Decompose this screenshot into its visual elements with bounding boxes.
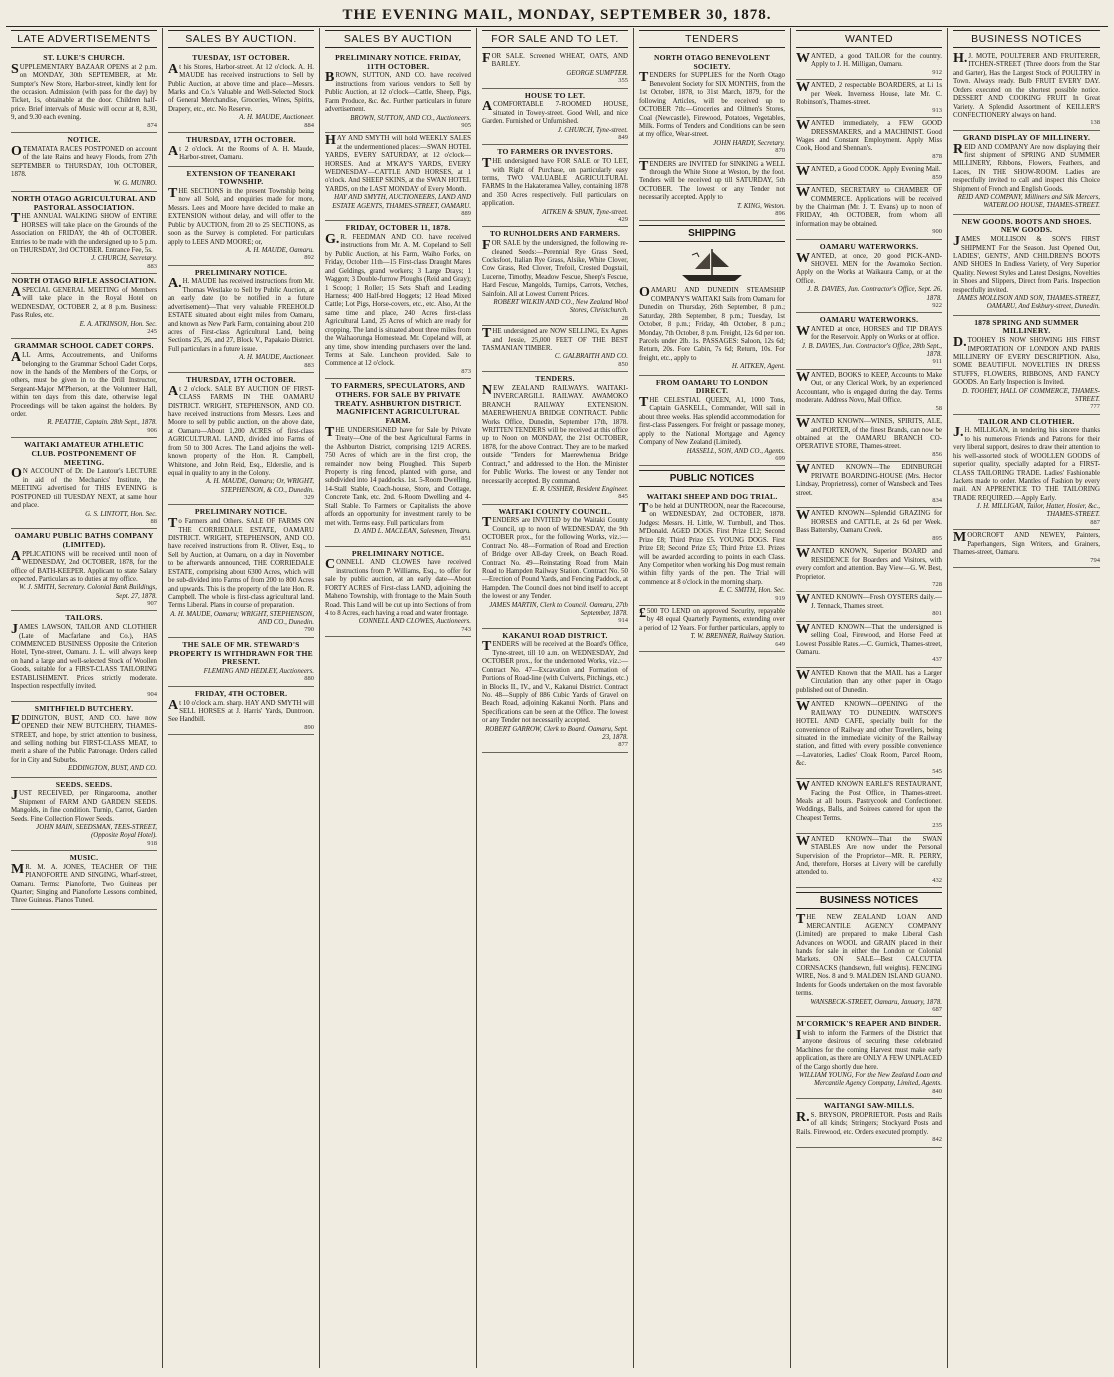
ad-body: To be held at DUNTROON, near the Racecourse, on WEDNESDAY, 2nd OCTOBER, 1878. Judges: Messrs. H. Little, W. Turnbull, and Thos. M'Donald. AGED DOGS. First Prize £12; Second Prize £8; Third Prize £5. YOUNG DOGS. First Prize £8; Second Prize £5; Third Prize £3. Prizes will be awarded according to points in each Class. Any Competitor when working his Dog must remain within fifty yards of the pen. The Trial will commence at 8 o'clock in the morning sharp. — [639, 501, 785, 586]
ad-body: WANTED KNOWN—Splendid GRAZING for HORSES and CATTLE, at 2s 6d per Week. Bass Battersby, Oamaru Creek. — [796, 508, 942, 535]
ad-signature: J. H. MILLIGAN, Tailor, Hatter, Hosier, &c., THAMES-STREET. — [976, 503, 1100, 519]
ad-number: 437 — [932, 656, 942, 664]
advertisement — [11, 529, 157, 611]
column-heading: FOR SALE AND TO LET. — [482, 30, 628, 48]
advertisement — [796, 699, 942, 779]
ad-number: 856 — [932, 450, 942, 458]
ad-title: TENDERS. — [535, 374, 575, 384]
advertisement — [168, 638, 314, 687]
advertisement — [11, 778, 157, 851]
ad-title: WAITAKI SHEEP AND DOG TRIAL. — [646, 492, 778, 502]
ad-number: 432 — [932, 876, 942, 884]
ad-number: 911 — [932, 358, 942, 366]
ad-number: 877 — [618, 741, 628, 749]
ad-title: WAITAKI AMATEUR ATHLETIC CLUB. POSTPONEMENT OF MEETING. — [24, 440, 144, 467]
column-1 — [6, 28, 163, 1368]
ad-title: THURSDAY, 17TH OCTOBER. — [186, 135, 296, 145]
column-heading: LATE ADVERTISEMENTS — [11, 30, 157, 48]
ad-body: A.H. MAUDE has received instructions from Mr. Thomas Westlake to Sell by Public Auction, at an early date (to be notified in a future advertisement)—That very valuable FREEHOLD ESTATE situated about eight miles from Oamaru, and known as New Park Farm, containing about 210 acres of First-class Agricultural Land, being Sections 25, 26, and 27, Block V., Papakaio District. Full particulars in a future issue. — [168, 276, 314, 353]
ad-title: WAITAKI COUNTY COUNCIL. — [498, 506, 612, 516]
ad-signature: JOHN HARDY, Secretary. — [713, 139, 785, 147]
advertisement — [796, 313, 942, 370]
ad-title: 1878 SPRING AND SUMMER MILLINERY. — [974, 317, 1079, 336]
advertisement — [796, 164, 942, 185]
ad-body: OTEMATATA RACES POSTPONED on account of the late Rains and heavy Floods, from 27th SEPTEMBER to THURSDAY, 10th OCTOBER, 1878. — [11, 143, 157, 179]
ad-title: TAILOR AND CLOTHIER. — [978, 416, 1075, 426]
ad-signature: J. CHURCH, Secretary. — [91, 255, 157, 263]
ad-title: SMITHFIELD BUTCHERY. — [34, 704, 134, 714]
ad-body: CONNELL AND CLOWES have received instructions from P. Williams, Esq., to offer for sale by public auction, at an early date—About FORTY ACRES of First-class LAND, adjoining the Maheno Township, with frontage to the Main South Road. This Land will be cut up into Sections of from 4 to 8 Acres, each having a road and water frontage. — [325, 557, 471, 617]
ad-title: PRELIMINARY NOTICE. — [194, 507, 288, 517]
advertisement — [796, 1017, 942, 1099]
column-4 — [477, 28, 634, 1368]
ad-signature: D. AND L. MACLEAN, Salesmen, Timaru. — [353, 527, 471, 535]
ad-body: BROWN, SUTTON, AND CO. have received instructions from various vendors to Sell by Public Auction, at 12 o'clock—Cattle, Sheep, Pigs, Farm Produce, &c. &c. Further particulars in future advertisement. — [325, 70, 471, 114]
ad-number: 834 — [932, 496, 942, 504]
ad-number: 777 — [1090, 403, 1100, 411]
advertisement — [953, 316, 1100, 415]
ad-number: 883 — [304, 361, 314, 369]
section-heading: PUBLIC NOTICES — [639, 470, 785, 487]
ad-number: 850 — [618, 360, 628, 368]
ad-title: PRELIMINARY NOTICE. — [194, 267, 288, 277]
ad-body: WANTED, at once, 20 good PICK-AND-SHOVEL MEN for the Awamoko Section. Apply on the Works at Waikaura Camp, or at the Office. — [796, 250, 942, 285]
column-2 — [163, 28, 320, 1368]
ad-signature: E. A. ATKINSON, Hon. Sec. — [79, 320, 157, 328]
advertisement — [796, 668, 942, 699]
advertisement — [796, 834, 942, 889]
ad-signature: JOHN MAIN, SEEDSMAN, TEES-STREET, (Opposite Royal Hotel). — [36, 824, 157, 840]
ad-body: THE undersigned have FOR SALE or TO LET, with Right of Purchase, on particularly easy terms, TWO VALUABLE AGRICULTURAL FARMS In the Hakateramea Valley, containing 1878 and 350 Acres respectively. Full particulars on application. — [482, 156, 628, 208]
ad-body: WANTED KNOWN—Fresh OYSTERS daily.—J. Tennack, Thames street. — [796, 592, 942, 610]
advertisement — [11, 339, 157, 438]
advertisement — [325, 51, 471, 133]
advertisement — [796, 80, 942, 118]
advertisement — [168, 373, 314, 505]
ad-title: M'CORMICK'S REAPER AND BINDER. — [796, 1019, 942, 1029]
advertisement — [639, 159, 785, 222]
advertisement — [168, 266, 314, 373]
ad-body: WANTED, a Good COOK. Apply Evening Mail. — [796, 164, 941, 180]
ad-number: 889 — [461, 209, 471, 217]
advertisement — [168, 133, 314, 167]
advertisement — [482, 372, 628, 505]
ad-title: OAMARU WATERWORKS. — [819, 241, 919, 251]
ad-signature: A. H. MAUDE, Oamaru; Or, WRIGHT, STEPHENSON, & CO., Dunedin. — [205, 478, 314, 494]
advertisement — [168, 687, 314, 735]
ad-number: 918 — [147, 839, 157, 847]
advertisement — [796, 546, 942, 592]
ad-number: 878 — [932, 152, 942, 160]
ad-title: FRIDAY, OCTOBER 11, 1878. — [345, 223, 451, 233]
advertisement — [11, 702, 157, 778]
ad-signature: J. CHURCH, Tyne-street. — [557, 126, 628, 134]
ad-signature: W. G. MUNRO. — [113, 179, 157, 187]
ad-number: 874 — [147, 121, 157, 129]
ad-title: THURSDAY, 17TH OCTOBER. — [186, 375, 296, 385]
column-3 — [320, 28, 477, 1368]
advertisement — [639, 376, 785, 467]
ad-signature: D. TOOHEY, HALL OF COMMERCE, THAMES-STREET. — [962, 387, 1100, 403]
advertisement — [953, 530, 1100, 568]
ad-number: 235 — [932, 822, 942, 830]
ad-title: KAKANUI ROAD DISTRICT. — [502, 630, 608, 640]
advertisement — [953, 51, 1100, 131]
ad-number: 895 — [932, 534, 942, 542]
ad-body: WANTED KNOWN, Superior BOARD and RESIDENCE for Boarders and Visitors, with every comfort and attention. Bay View—G. W. Best, Proprietor. — [796, 546, 942, 581]
masthead: THE EVENING MAIL, MONDAY, SEPTEMBER 30, 1878. — [342, 7, 772, 23]
ad-signature: R. PEATTIE, Captain. 28th Sept., 1878. — [47, 419, 157, 427]
ad-number: 28 — [621, 314, 628, 322]
ad-signature: EDDINGTON, BUST, AND CO. — [68, 765, 157, 773]
advertisement — [482, 629, 628, 753]
ad-number: 842 — [932, 1136, 942, 1144]
column-heading: TENDERS — [639, 30, 785, 48]
ad-body: ASPECIAL GENERAL MEETING of Members will take place in the Royal Hotel on WEDNESDAY, OCTOBER 2, at 8 p.m. Business: Pass Rules, etc. — [11, 284, 157, 320]
ad-number: 545 — [932, 767, 942, 775]
ad-body: THE undersigned are NOW SELLING, Ex Agnes and Jessie, 25,000 FEET OF THE BEST TASMANIAN TIMBER. — [482, 326, 628, 352]
ad-number: 58 — [935, 404, 942, 412]
masthead-rule — [6, 26, 1108, 27]
advertisement — [325, 133, 471, 221]
column-heading: SALES BY AUCTION. — [168, 30, 314, 48]
advertisement — [482, 145, 628, 227]
ad-body: TENDERS are INVITED for SINKING a WELL through the White Stone at Weston, by the foot. Tenders will be received up till SATURDAY, 5th OCTOBER. The lowest or any Tender not necessarily accepted. Apply to — [639, 158, 785, 202]
ad-body: REID AND COMPANY Are now displaying their first shipment of SPRING AND SUMMER MILLINERY, Ribbons, Flowers, Feathers, and Laces, IN THE SHOW-ROOM. Ladies are respectfully invited to call and inspect this Choice Shipment of French and English Goods. — [953, 141, 1100, 193]
ad-body: WANTED at once, HORSES and TIP DRAYS for the Reservoir. Apply on Works or at office. — [796, 324, 942, 342]
ad-title: THE SALE OF MR. STEWARD'S PROPERTY IS WITHDRAWN FOR THE PRESENT. — [169, 639, 313, 667]
ship-illustration — [639, 245, 785, 283]
ad-body: MR. M. A. JONES, TEACHER OF THE PIANOFORTE AND SINGING, Wharf-street, Oamaru. Terms: Pianoforte, Two Guineas per Quarter; Singing and Pianoforte Lessons combined, Three Guineas. Pianos Tuned. — [11, 861, 157, 905]
ad-number: 884 — [304, 121, 314, 129]
ad-body: THE NEW ZEALAND LOAN AND MERCANTILE AGENCY COMPANY (Limited) are prepared to make Liberal Cash Advances on WOOL and GRAIN placed in their hands for sale in either the London or Colonial Markets. ON SALE—Best CALCUTTA CORNSACKS (handsewn, full weights). FENCING WIRE, Nos. 8 and 9. MALDEN ISLAND GUANO. Indents for Goods undertaken on the most favorable terms. — [796, 912, 942, 998]
ad-title: NORTH OTAGO AGRICULTURAL AND PASTORAL ASSOCIATION. — [12, 193, 156, 212]
ad-body: At 10 o'clock a.m. sharp. HAY AND SMYTH will SELL HORSES at J. Harris' Yards, Duntroon. See Handbill. — [168, 697, 314, 724]
ad-number: 329 — [304, 493, 314, 501]
section-heading: BUSINESS NOTICES — [796, 892, 942, 909]
advertisement — [482, 505, 628, 629]
advertisement — [796, 779, 942, 834]
advertisement — [953, 415, 1100, 531]
ad-title: GRAND DISPLAY OF MILLINERY. — [962, 132, 1091, 142]
ad-signature: A. H. MAUDE, Oamaru. — [245, 246, 314, 254]
ad-signature: A. H. MAUDE, Auctioneer. — [239, 114, 314, 122]
ad-body: THE UNDERSIGNED have for Sale by Private Treaty—One of the best Agricultural Farms in the Ashburton District, comprising 1219 ACRES. 750 Acres of which are in the first crop, the remainder now being Ploughed. This Superb Property is ring fenced, planted with gorse, and subdivided into 14 paddocks. 1st. 5-Room Dwelling, 14-Stall Stable, Coach-house, Store, and Cottage, Concrete Tank, etc. 2nd. 6-Room Dwelling and 4-Stall Stable. To Farmers or Capitalists the above affords an opportunity for investment rarely to be met with. Terms easy. Full particulars from — [325, 424, 471, 527]
advertisement — [796, 370, 942, 416]
ad-body: At his Stores, Harbor-street. At 12 o'clock. A. H. MAUDE has received instructions to Sell by Public Auction, at above time and place—Messrs. Marks and Co.'s Valuable and Well-Selected Stock of General Merchandise, Groceries, Wines, Spirits, Drapery, etc., etc. No Reserve. — [168, 61, 314, 113]
ad-signature: T. KING, Weston. — [736, 202, 785, 210]
ad-body: FOR SALE. Screened WHEAT, OATS, AND BARLEY. — [482, 51, 628, 69]
ad-signature: W. J. SMITH, Secretary. Colonial Bank Buildings, Sept. 27, 1878. — [19, 584, 157, 600]
ad-title: FRIDAY, 4TH OCTOBER. — [194, 688, 288, 698]
ad-number: 245 — [147, 327, 157, 335]
ad-body: WANTED KNOWN EARLE'S RESTAURANT, Facing the Post Office, in Thames-street. Meals at all hours. Pastrycook and Confectioner. Weddings, Balls, and Soirees catered for upon the Cheapest Terms. — [796, 779, 942, 822]
ad-body: TENDERS for SUPPLIES for the North Otago Benevolent Society for SIX MONTHS, from the 1st October, 1878, to 31st March, 1879, for the following Articles, will be received up to OCTOBER 7th:—Groceries and Oilmen's Stores, Coal (Newcastle), Firewood, Potatoes, Vegetables, Milk. Forms of Tenders and Conditions can be seen at my office, Wear-street. — [639, 70, 785, 139]
ad-title: NEW GOODS. BOOTS AND SHOES. NEW GOODS. — [961, 216, 1092, 235]
advertisement — [639, 606, 785, 652]
ad-body: WANTED KNOWN—WINES, SPIRITS, ALE, and PORTER, of the finest Brands, can now be obtained at the OAMARU BRANCH CO-OPERATIVE STORE, Thames-street. — [796, 416, 942, 451]
ad-number: 687 — [932, 1005, 942, 1013]
advertisement — [796, 622, 942, 668]
advertisement — [953, 131, 1100, 215]
advertisement — [482, 227, 628, 326]
ad-body: £500 TO LEND on approved Security, repayable by 48 equal Quarterly Payments, extending over a period of 12 Years. For further particulars, apply to — [639, 606, 785, 632]
ad-body: To Farmers and Others. SALE OF FARMS ON THE CORRIEDALE ESTATE, OAMARU DISTRICT. WRIGHT, STEPHENSON, AND CO. have received instructions from R. Oliver, Esq., to Sell by Auction, at Oamaru, on a day in November to be afterwards announced, THE CORRIEDALE ESTATE, comprising about 6300 Acres, which will be sub-divided into Farms of from 200 to 800 Acres and upwards. This is the property of the late Hon. R. Campbell. The whole is first-class agricultural land. Terms Liberal. Plans in course of preparation. — [168, 516, 314, 610]
ad-number: 138 — [1090, 119, 1100, 127]
ad-body: JAMES LAWSON, TAILOR AND CLOTHIER (Late of Macfarlane and Co.), HAS COMMENCED BUSINESS Opposite the Criterion Hotel, Tyne-street, Oamaru. J. L. will always keep on hand a large and well-selected Stock of Woollen Goods, suitable for a FIRST-CLASS TAILORING ESTABLISHMENT. Prices strictly moderate. Inspection respectfully invited. — [11, 622, 157, 691]
advertisement — [168, 505, 314, 637]
advertisement — [796, 462, 942, 508]
advertisement — [11, 274, 157, 339]
ad-number: 794 — [1090, 556, 1100, 564]
ad-body: G.R. FEEDMAN AND CO. have received instructions from Mr. A. M. Copeland to Sell by Public Auction, at his Farm, Waiho Forks, on Friday, October 11th—15 First-class Draught Mares and Geldings, grand workers; 3 Large Drays; 1 Waggon; 3 Double-furrow Ploughs (Reid and Gray); 1 Scoop; 1 Roller; 15 Sets Shaft and Leading Harness; 400 Half-bred Hoggets; 12 Head Mixed Cattle; Lot Pigs, Horse-covers, etc., etc. Also, At the same time and place, 240 Acres first-class Agricultural Land, 25 Acres of which are ready for cropping. The land is situated about three miles from the Waihaorunga Homestead. Mr. Copeland will, at any time, show intending purchasers over the land. Terms at Sale. Luncheon provided. Sale to Commence at 12 o'clock. — [325, 232, 471, 368]
advertisement — [11, 438, 157, 529]
ad-body: APPLICATIONS will be received until noon of WEDNESDAY, 2nd OCTOBER, 1878, for the office of BATH-KEEPER. Applicant to state Salary expected. Particulars as to duties at my office. — [11, 548, 157, 583]
ad-signature: HAY AND SMYTH, AUCTIONEERS, LAND AND ESTATE AGENTS, THAMES-STREET, OAMARU. — [332, 194, 471, 210]
ad-number: 913 — [932, 106, 942, 114]
ad-body: At 2 o'clock. At the Rooms of A. H. Maude, Harbor-street, Oamaru. — [168, 143, 314, 162]
ad-body: WANTED KNOWN—The EDINBURGH PRIVATE BOARDING-HOUSE (Mrs. Hector Lindsay, Proprietress), corner of Wansbeck and Tees street. — [796, 462, 942, 497]
ad-body: NEW ZEALAND RAILWAYS. WAITAKI-INVERCARGILL RAILWAY. AWAMOKO BRANCH RAILWAY EXTENSION. MAEREWHENUA BRIDGE CONTRACT. Public Works Office, Dunedin, September 17th, 1878. WRITTEN TENDERS will be received at this office up to Noon on MONDAY, the 21st OCTOBER, 1878, for the above Contract. They are to be marked outside "Tenders for Maerewhenua Bridge Contract," and addressed to the Hon. the Minister for Public Works. The lowest or any Tender not necessarily accepted. By command. — [482, 382, 628, 485]
ad-body: R.S. BRYSON, PROPRIETOR. Posts and Rails of all kinds; Stringers; Stockyard Posts and Rails. Firewood, etc. Orders executed promptly. — [796, 1109, 942, 1136]
ad-number: 919 — [775, 594, 785, 602]
advertisement — [325, 379, 471, 546]
ad-body: TENDERS will be received at the Board's Office, Tyne-street, till 10 a.m. on WEDNESDAY, 2nd OCTOBER prox., for the undernoted Works, viz.:—Contract No. 47—Excavation and Formation of Portions of Road-line (with Culverts, Pitchings, etc.) in Blocks II., IV., and V., Kakanui District. Contract No. 48—Supply of 886 Cubic Yards of Gravel on Beach Road, adjoining Kakanui North. Plans and Specifications can be seen at the Office. The lowest or any Tender not necessarily accepted. — [482, 639, 628, 725]
advertisement — [11, 851, 157, 910]
ad-number: 801 — [932, 610, 942, 618]
ad-signature: FLEMING AND HEDLEY, Auctioneers. — [203, 668, 314, 676]
ad-body: D.TOOHEY IS NOW SHOWING HIS FIRST IMPORTATION OF LONDON AND PARIS MILLINERY OF EVERY DESCRIPTION. Also, SOME BEAUTIFUL NOVELTIES IN DRESS STUFFS, FLOWERS, RIBBONS, AND FANCY GOODS. An Early Inspection is Invited. — [953, 335, 1100, 387]
ad-signature: JAMES MOLLISON AND SON, THAMES-STREET, OAMARU, And Eskbury-street, Dunedin. — [956, 295, 1100, 311]
section-heading: SHIPPING — [639, 225, 785, 242]
ad-number: 849 — [618, 133, 628, 141]
ad-body: THE SECTIONS in the present Township being now all Sold, and enquiries made for more, Messrs. Lees and Moore have decided to make an EXTENSION without delay, and will offer to the Public by AUCTION, from 20 to 25 SECTIONS, as soon as the Survey is completed. For particulars apply to LEES AND MOORE; or, — [168, 186, 314, 246]
column-heading: WANTED — [796, 30, 942, 48]
ad-title: GRAMMAR SCHOOL CADET CORPS. — [14, 341, 154, 351]
advertisement — [325, 547, 471, 637]
ad-number: 890 — [304, 723, 314, 731]
ad-body: At 2 o'clock. SALE BY AUCTION OF FIRST-CLASS FARMS IN THE OAMARU DISTRICT. WRIGHT, STEPHENSON, AND CO. have received instructions from Messrs. Lees and Moore to sell by public auction, on the above date, at Oamaru—About 1,200 ACRES of first-class AGRICULTURAL LAND, divided into Farms of from 50 to 300 Acres. The Land adjoins the well-known property of the Hon. R. Campbell, Whitstone, and John Reid, Esq., Elderslie, and is equal in quality to any in the Colony. — [168, 383, 314, 477]
ad-body: FOR SALE by the undersigned, the following re-cleaned Seeds:—Perennial Rye Grass Seed, Cocksfoot, Italian Rye Grass, Alsike, White Clover, Cow Grass, Red Clover, Trefoil, Crested Dogstail, Lucerne, Timothy, Meadow Fescue, Sheep's Fescue, Hard Fescue, Mangolds, Turnips, Carrots, Vetches, Sainfoin. All at Lowest Current Prices. — [482, 238, 628, 298]
ad-number: 892 — [304, 254, 314, 262]
ad-title: TO RUNHOLDERS AND FARMERS. — [489, 229, 621, 239]
ad-body: OAMARU AND DUNEDIN STEAMSHIP COMPANY'S WAITAKI Sails from Oamaru for Dunedin on Thursday, 26th September, 8 p.m.; Saturday, 28th September, 8 p.m.; Tuesday, 1st October, 8 p.m.; Friday, 4th October, 8 p.m.; Monday, 7th October, 8 p.m. Freight, 12s 6d per ton. Parcels under 2lb. 1s. PASSAGES: Saloon, 12s 6d; Return, 20s. Fore Cabin, 7s 6d; Return, 10s. For freight, etc., apply to — [639, 285, 785, 362]
ad-body: Iwish to inform the Farmers of the District that anyone desirous of securing these celebrated Machines for the coming Harvest must make early application, as there are ONLY A FEW UNPLACED of the Cargo shortly due here. — [796, 1028, 942, 1071]
ad-body: ACOMFORTABLE 7-ROOMED HOUSE, situated in Towey-street. Good Well, and nice Garden. Furnished or Unfurnished. — [482, 99, 628, 126]
ad-title: NORTH OTAGO BENEVOLENT SOCIETY. — [653, 53, 771, 71]
advertisement — [796, 185, 942, 240]
ad-title: TO FARMERS, SPECULATORS, AND OTHERS. FOR SALE BY PRIVATE TREATY. ASHBURTON DISTRICT. MAGNIFICENT AGRICULTURAL FARM. — [330, 381, 466, 426]
ad-body: JUST RECEIVED, per Ringarooma, another Shipment of FARM AND GARDEN SEEDS. Mangolds, in fine condition. Turnip, Carrot, Garden Seeds. Fine Collection Flower Seeds. — [11, 788, 157, 823]
advertisement — [168, 51, 314, 133]
advertisement — [168, 167, 314, 266]
ad-number: 88 — [150, 517, 157, 525]
ad-signature: T. W. BRENNER, Railway Station. — [690, 633, 785, 641]
ad-body: WANTED, a good TAILOR for the country. Apply to J. H. Milligan, Oamaru. — [796, 51, 942, 69]
ad-signature: J. B. DAVIES, Jun. Contractor's Office, 28th Sept., 1878. — [801, 342, 942, 359]
column-7 — [948, 28, 1105, 1368]
ad-number: 904 — [147, 690, 157, 698]
advertisement — [796, 912, 942, 1017]
column-heading: SALES BY AUCTION — [325, 30, 471, 48]
advertisement — [325, 221, 471, 379]
column-heading: BUSINESS NOTICES — [953, 30, 1100, 48]
ad-title: WAITANGI SAW-MILLS. — [823, 1101, 915, 1111]
ad-number: 905 — [461, 121, 471, 129]
advertisement — [796, 240, 942, 313]
ad-body: THE ANNUAL WALKING SHOW of ENTIRE HORSES will take place on the Grounds of the Association on FRIDAY, the 4th of OCTOBER. Entries to be made with the undersigned up to 5 p.m. on THURSDAY, 3rd OCTOBER. Entrance Fee, 5s. — [11, 211, 157, 254]
ad-body: EDDINGTON, BUST, AND CO. have now OPENED their NEW BUTCHERY, THAMES-STREET, and hope, by strict attention to business, and selling nothing but FIRST-CLASS MEAT, to merit a share of the Public Patronage. Orders called for in City and Suburbs. — [11, 712, 157, 764]
column-6 — [791, 28, 948, 1368]
ad-number: 870 — [775, 147, 785, 155]
advertisement — [796, 118, 942, 164]
ad-signature: E. C. SMITH, Hon. Sec. — [718, 587, 785, 595]
ad-number: 845 — [618, 493, 628, 501]
ad-body: WANTED KNOWN—That the SWAN STABLES Are now under the Personal Supervision of the Proprietor—MR. R. PERRY, And, therefore, Horses at Livery will be carefully attended to. — [796, 833, 942, 877]
ad-number: 743 — [461, 625, 471, 633]
ad-title: OAMARU WATERWORKS. — [819, 315, 919, 325]
ad-signature: G. S. LINTOTT, Hon. Sec. — [85, 510, 157, 518]
ad-title: TAILORS. — [65, 613, 103, 623]
ad-title: SEEDS. SEEDS. — [55, 779, 113, 789]
ad-signature: WILLIAM YOUNG, For the New Zealand Loan and Mercantile Agency Company, Limited, Agents. — [798, 1072, 942, 1088]
columns-container — [6, 28, 1108, 1368]
ad-signature: CONNELL AND CLOWES, Auctioneers. — [358, 618, 471, 626]
ad-number: 907 — [147, 599, 157, 607]
ad-number: 429 — [618, 215, 628, 223]
advertisement — [796, 508, 942, 546]
ad-number: 880 — [304, 675, 314, 683]
ad-signature: C. GALBRAITH AND CO. — [554, 353, 628, 361]
column-5 — [634, 28, 791, 1368]
ad-number: 699 — [775, 454, 785, 462]
ad-title: OAMARU PUBLIC BATHS COMPANY (LIMITED). — [14, 531, 154, 550]
advertisement — [796, 592, 942, 621]
ad-title: FROM OAMARU TO LONDON DIRECT. — [655, 377, 769, 396]
ad-number: 887 — [1090, 518, 1100, 526]
ad-number: 896 — [775, 209, 785, 217]
advertisement — [796, 51, 942, 80]
ad-number: 355 — [618, 77, 628, 85]
ad-number: 912 — [932, 68, 942, 76]
advertisement — [11, 611, 157, 702]
ad-signature: E. R. USSHER, Resident Engineer. — [532, 485, 628, 493]
ad-body: ON ACCOUNT of Dr. De Lautour's LECTURE in aid of the Mechanics' Institute, the MEETING advertised for THIS EVENING is POSTPONED till TUESDAY NEXT, at same hour and place. — [11, 466, 157, 510]
ad-title: PRELIMINARY NOTICE. FRIDAY, 11TH OCTOBER. — [335, 53, 461, 71]
ad-number: 906 — [147, 426, 157, 434]
ad-body: J.H. MILLIGAN, in tendering his sincere thanks to his numerous Friends and Patrons for their very liberal support, desires to draw their attention to his well-assorted stock of WOOLLEN GOODS of superior quality, specially adapted for a FIRST-CLASS TAILORING TRADE. Ladies' Fashionable Jackets made to order. Mantles of Fashion by every mail. AN APPRENTICE TO THE TAILORING TRADE REQUIRED.—Apply Early. — [953, 425, 1100, 502]
ad-number: 840 — [932, 1087, 942, 1095]
ad-signature: J. B. DAVIES, Jun. Contractor's Office, Sept. 26, 1878. — [807, 286, 942, 302]
ad-number: 873 — [461, 367, 471, 375]
advertisement — [11, 51, 157, 133]
advertisement — [796, 416, 942, 462]
ad-number: 883 — [147, 262, 157, 270]
ad-title: EXTENSION OF TEANERAKI TOWNSHIP. — [186, 168, 296, 187]
ad-signature: JAMES MARTIN, Clerk to Council. Oamaru, 27th September, 1878. — [489, 601, 628, 617]
advertisement — [639, 490, 785, 606]
ad-number: 851 — [461, 535, 471, 543]
ad-number: 859 — [932, 173, 942, 181]
ad-body: MOORCROFT AND NEWEY, Painters, Paperhangers, Sign Writers, and Grainers, Thames-street, Oamaru. — [953, 530, 1100, 557]
ad-number: 790 — [304, 626, 314, 634]
ad-number: 728 — [932, 580, 942, 588]
ad-title: TO FARMERS OR INVESTORS. — [497, 147, 613, 157]
ad-body: WANTED, BOOKS to KEEP, Accounts to Make Out, or any Clerical Work, by an experienced Accountant, who is engaged during the day. Terms moderate. Address Novo, Mail Office. — [796, 369, 942, 405]
ad-body: ALL Arms, Accoutrements, and Uniforms belonging to the Grammar School Cadet Corps, now in the hands of the Members of the Corps, or others, must be given in to the Drill Instructor, Sergeant-Major M'Pherson, at the Volunteer Hall, within ten days from this date, otherwise legal Proceedings will be taken against the holders. By order. — [11, 350, 157, 419]
ad-body: WANTED, 2 respectable BOARDERS, at Li 1s per Week. Inverness House, late Mr. C. Robinson's, Thames-street. — [796, 80, 942, 107]
advertisement — [482, 326, 628, 372]
ad-body: TENDERS are INVITED by the Waitaki County Council, up to noon of WEDNESDAY, the 9th OCTOBER prox., for the following Works, viz.:—Contract No. 48—Formation of Road and Erection of Bridge over All-day Creek, on Beach Road. Contract No. 49—Reinstating Road from Main Road to Hampden Railway Station. Contract No. 50—Erection of Pound Yards, and Fencing Paddock, at Hampden. The Council does not bind itself to accept the lowest or any Tender. — [482, 515, 628, 601]
ad-signature: BROWN, SUTTON, AND CO., Auctioneers. — [350, 114, 471, 122]
ad-signature: A. H. MAUDE, Auctioneer. — [239, 354, 314, 362]
ad-title: NORTH OTAGO RIFLE ASSOCIATION. — [11, 276, 157, 286]
advertisement — [953, 215, 1100, 316]
ad-body: SUPPLEMENTARY BAZAAR OPENS at 2 p.m. on MONDAY, 30th SEPTEMBER, at Mr. Sumpter's New Store, Harbor-street, kindly lent for the occasion. Admission (with pass for the day) by Ticket, 1s, obtainable at the door. Children half-price. Brief intervals of Music will occur at 8, 8.30, 9, and 9.30 each evening. — [11, 61, 157, 122]
ad-signature: HASSELL, SON, AND CO., Agents. — [686, 447, 785, 455]
ad-signature: GEORGE SUMPTER. — [566, 69, 628, 77]
ad-signature: WANSBECK-STREET, Oamaru, January, 1878. — [810, 998, 942, 1006]
ad-number: 922 — [932, 301, 942, 309]
ad-signature: H. AITKEN, Agent. — [731, 363, 785, 371]
ad-title: NOTICE. — [67, 135, 101, 145]
advertisement — [11, 192, 157, 274]
ad-number: 900 — [932, 228, 942, 236]
ad-signature: ROBERT WILKIN AND CO., New Zealand Wool Stores, Christchurch. — [493, 299, 628, 315]
ad-body: H.J. MOTE, POULTERER AND FRUITERER, ITCHEN-STREET (Three doors from the Star and Garter), Has the Largest Stock of POULTRY in Town. Always ready. Bulb FRUIT EVERY DAY. Orders executed on the shortest possible notice. DESSERT AND COOKING FRUIT In Great Variety. A Splendid Assortment of KEILLER'S CONFECTIONERY always on hand. — [953, 51, 1100, 119]
ad-title: PRELIMINARY NOTICE. — [351, 548, 445, 558]
ad-body: THE CELESTIAL QUEEN, A1, 1000 Tons, Captain GASKELL, Commander, Will sail in about three weeks. Has splendid accommodation for first-class Passengers. For freight or passage money, apply to the National Mortgage and Agency Company of New Zealand (Limited). — [639, 395, 785, 447]
ad-number: 914 — [618, 617, 628, 625]
ad-body: WANTED Known that the MAIL has a Larger Circulation than any other paper in Otago published out of Dunedin. — [796, 667, 942, 694]
ad-signature: AITKEN & SPAIN, Tyne-street. — [542, 208, 628, 216]
ad-body: WANTED KNOWN—That the undersigned is selling Coal, Firewood, and Horse Feed at Lowest Possible Rates.—C. Gurnick, Thames-street, Oamaru. — [796, 621, 942, 657]
ad-title: ST. LUKE'S CHURCH. — [43, 53, 125, 62]
ad-signature: REID AND COMPANY, Milliners and Silk Mercers, WATERLOO HOUSE, THAMES-STREET. — [957, 194, 1100, 210]
ad-body: WANTED KNOWN—OPENING of the RAILWAY TO DUNEDIN. WATSON'S HOTEL AND CAFE, specially built for the convenience of Railway and other Travellers, being situated in the immediate vicinity of the Railway station, and fitted with every possible convenience—Lavatories, Ladies' Cloak Room, Parcel Room, &c. — [796, 699, 942, 768]
ad-body: HAY AND SMYTH will hold WEEKLY SALES at the undermentioned places:—SWAN HOTEL YARDS, EVERY SATURDAY, at 12 o'clock—HORSES. And at M'KAY'S YARDS, EVERY WEDNESDAY—CATTLE AND HORSES, at 1 o'clock. And SHEEP SKINS, at the SWAN HOTEL YARDS, on the LAST MONDAY of Every Month. — [325, 133, 471, 193]
advertisement — [639, 51, 785, 159]
ad-title: MUSIC. — [69, 853, 99, 863]
advertisement — [482, 89, 628, 146]
ad-body: WANTED, SECRETARY to CHAMBER OF COMMERCE. Applications will be received by the Chairman (Mr. J. T. Evans) up to noon of FRIDAY, 4th OCTOBER, from whom all information may be obtained. — [796, 185, 942, 228]
ad-signature: ROBERT GARROW, Clerk to Board. Oamaru, Sept. 23, 1878. — [485, 725, 628, 741]
ad-title: TUESDAY, 1ST OCTOBER. — [192, 53, 290, 62]
ad-number: 649 — [775, 640, 785, 648]
advertisement — [639, 285, 785, 375]
advertisement — [482, 51, 628, 89]
ad-signature: A. H. MAUDE, Oamaru; WRIGHT, STEPHENSON, AND CO., Dunedin. — [170, 610, 314, 627]
ad-title: HOUSE TO LET. — [524, 90, 586, 100]
ad-body: WANTED immediately, a FEW GOOD DRESSMAKERS, and a MACHINIST. Good Wages and Constant Employment. Apply Miss Cook, Hood and Shennan's. — [796, 118, 942, 153]
advertisement — [11, 133, 157, 192]
advertisement — [796, 1099, 942, 1147]
ad-body: JAMES MOLLISON & SON'S FIRST SHIPMENT For the Season. Just Opened Out, LADIES', GENTS', AND CHILDREN'S BOOTS AND SHOES In Endless Variety, of Very Superior Quality. Newest Styles and Latest Designs, Novelties in Shoes and Slippers, Direct from Paris. Inspection respectfully invited. — [953, 234, 1100, 294]
